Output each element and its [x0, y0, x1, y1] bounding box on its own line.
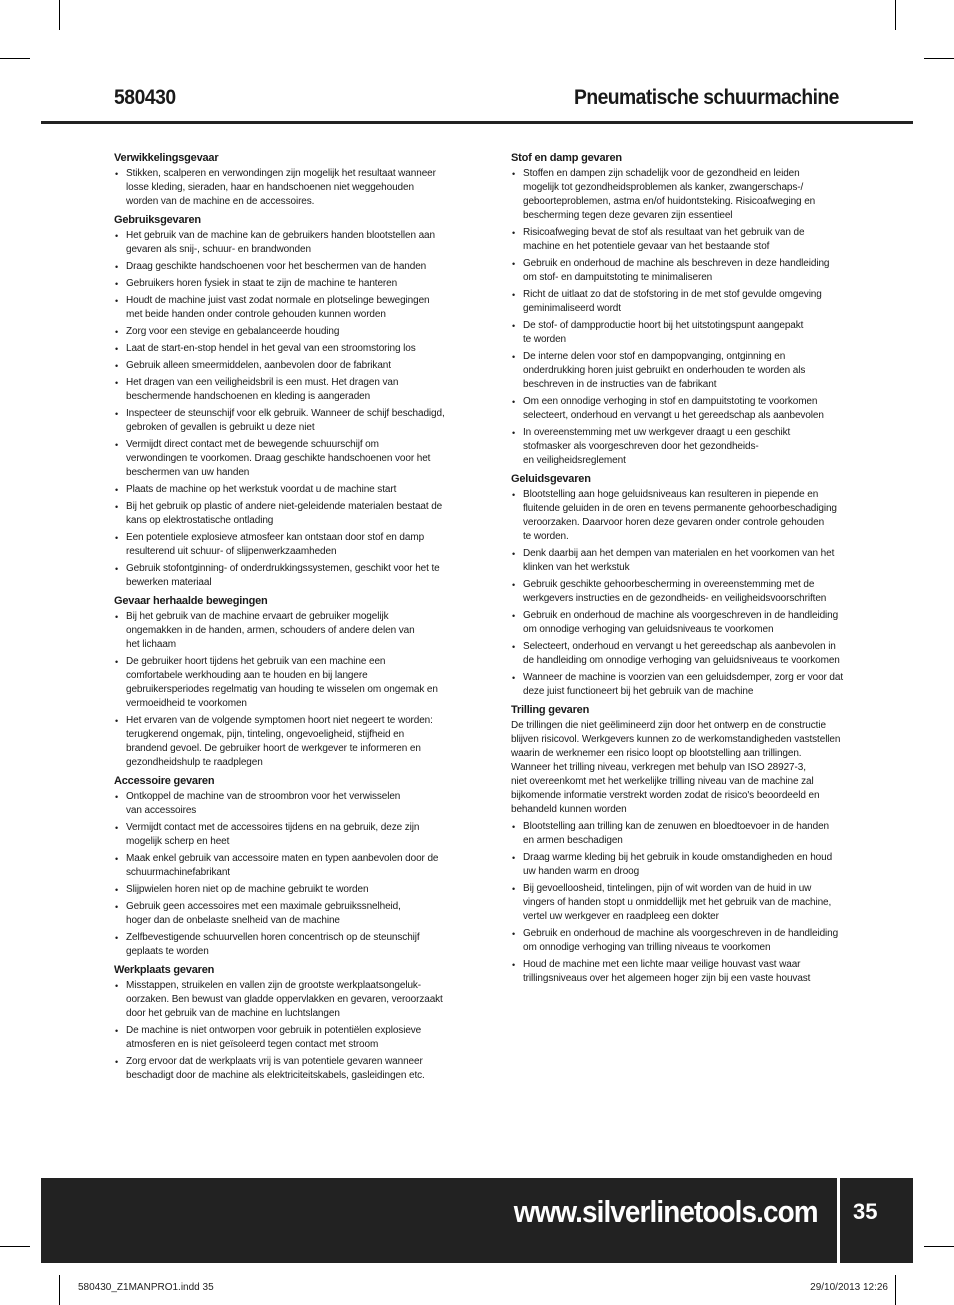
- bullet-icon: •: [115, 657, 119, 667]
- list-item: [114, 931, 447, 959]
- bullet-icon: •: [115, 262, 119, 272]
- list-item: [511, 319, 844, 347]
- list-item-text: Laat de start-en-stop hendel in het geval van een stroomstoring los: [126, 343, 416, 354]
- section-heading: Accessoire gevaren: [114, 775, 215, 787]
- list-item: [114, 979, 447, 1021]
- bullet-icon: •: [512, 960, 516, 970]
- list-item-text: Zorg voor een stevige en gebalanceerde houding: [126, 326, 340, 337]
- bullet-list: [114, 610, 447, 770]
- list-item-text: Selecteert, onderhoud en vervangt u het gereedschap als aanbevolen in de handleiding om onnodige verhoging van geluidsniveaus te voorkomen: [523, 641, 840, 666]
- list-item: [511, 820, 844, 848]
- list-item-text: In overeenstemming met uw werkgever draagt u een geschikt stofmasker als voorgeschreven door het gezondheids- en veiligheidsreglement: [523, 427, 791, 466]
- list-item: [114, 714, 447, 770]
- bullet-icon: •: [512, 611, 516, 621]
- section: [511, 703, 844, 986]
- bullet-icon: •: [115, 378, 119, 388]
- list-item-text: Gebruik geschikte gehoorbescherming in overeenstemming met de werkgevers instructies en de gezondheids- en veiligheidsvoorschriften: [523, 579, 827, 604]
- list-item-text: De machine is niet ontworpen voor gebruik in potentiëlen explosieve atmosferen en is niet geïsoleerd tegen contact met stroom: [126, 1025, 422, 1050]
- list-item-text: Draag warme kleding bij het gebruik in koude omstandigheden en houd uw handen warm en droog: [523, 852, 833, 877]
- section: [511, 472, 844, 699]
- bullet-list: [114, 167, 447, 209]
- section-heading: Trilling gevaren: [511, 704, 590, 716]
- bullet-icon: •: [512, 853, 516, 863]
- bullet-icon: •: [115, 344, 119, 354]
- bullet-icon: •: [512, 884, 516, 894]
- bullet-icon: •: [115, 564, 119, 574]
- crop-mark: [0, 1246, 30, 1247]
- list-item: [114, 1024, 447, 1052]
- list-item: [511, 488, 844, 544]
- list-item: [114, 359, 447, 373]
- list-item: [114, 438, 447, 480]
- list-item-text: Zelfbevestigende schuurvellen horen concentrisch op de steunschijf geplaats te worden: [126, 932, 420, 957]
- list-item-text: Om een onnodige verhoging in stof en dampuitstoting te voorkomen selecteert, onderhoud en vervangt u het gereedschap als aanbevolen: [523, 396, 824, 421]
- list-item: [511, 578, 844, 606]
- crop-mark: [924, 58, 954, 59]
- list-item: [511, 226, 844, 254]
- list-item: [114, 229, 447, 257]
- list-item-text: Het dragen van een veiligheidsbril is een must. Het dragen van beschermende handschoenen en kleding is aangeraden: [126, 377, 399, 402]
- list-item: [114, 610, 447, 652]
- bullet-icon: •: [115, 612, 119, 622]
- bullet-icon: •: [512, 673, 516, 683]
- list-item-text: Bij gevoelloosheid, tintelingen, pijn of wit worden van de huid in uw vingers of handen stopt u onmiddellijk met het gebruik van de machine, vertel uw werkgever en raadpleeg een dokter: [523, 883, 832, 922]
- list-item: [114, 821, 447, 849]
- list-item: [114, 294, 447, 322]
- list-item-text: Misstappen, struikelen en vallen zijn de grootste werkplaatsongeluk- oorzaken. Ben bewust van gladde oppervlakken en gevaren, veroorzaakt door het gebruik van de machine en luchtslangen: [126, 980, 443, 1019]
- bullet-icon: •: [512, 228, 516, 238]
- bullet-icon: •: [115, 361, 119, 371]
- bullet-icon: •: [512, 490, 516, 500]
- list-item-text: Richt de uitlaat zo dat de stofstoring in de met stof gevulde omgeving geminimaliseerd wordt: [523, 289, 822, 314]
- crop-mark: [895, 0, 896, 30]
- list-item: [511, 167, 844, 223]
- bullet-icon: •: [512, 549, 516, 559]
- bullet-icon: •: [512, 580, 516, 590]
- section: [114, 963, 447, 1083]
- list-item-text: Gebruik en onderhoud de machine als beschreven in deze handleiding om stof- en dampuitstoting te minimaliseren: [523, 258, 830, 283]
- bullet-icon: •: [115, 533, 119, 543]
- list-item-text: Draag geschikte handschoenen voor het beschermen van de handen: [126, 261, 427, 272]
- list-item-text: Stoffen en dampen zijn schadelijk voor de gezondheid en leiden mogelijk tot gezondheidsproblemen als kanker, zwangerschaps-/ geboorteproblemen, astma en/of huidontsteking. Risicoafweging en bescherming tegen deze gevaren zijn essentieel: [523, 168, 816, 221]
- crop-mark: [59, 1275, 60, 1305]
- bullet-icon: •: [115, 279, 119, 289]
- header-rule: [41, 121, 913, 124]
- bullet-icon: •: [115, 1026, 119, 1036]
- list-item-text: Denk daarbij aan het dempen van materialen en het voorkomen van het klinken van het werkstuk: [523, 548, 835, 573]
- list-item: [114, 277, 447, 291]
- section: [114, 151, 447, 209]
- bullet-icon: •: [512, 822, 516, 832]
- list-item-text: Een potentiele explosieve atmosfeer kan ontstaan door stof en damp resulterend uit schuur- of slijpenwerkzaamheden: [126, 532, 425, 557]
- bullet-icon: •: [512, 428, 516, 438]
- bullet-icon: •: [115, 981, 119, 991]
- list-item: [511, 288, 844, 316]
- list-item-text: De stof- of dampproductie hoort bij het uitstotingspunt aangepakt te worden: [523, 320, 804, 345]
- list-item-text: Blootstelling aan hoge geluidsniveaus kan resulteren in piepende en fluitende geluiden in de oren en tevens permanente gehoorbeschadiging veroorzaken. Daarvoor horen deze gevaren onder controle gehouden te worden.: [523, 489, 837, 542]
- bullet-icon: •: [115, 885, 119, 895]
- bullet-icon: •: [115, 296, 119, 306]
- bullet-icon: •: [512, 929, 516, 939]
- list-item: [114, 483, 447, 497]
- list-item-text: Gebruik geen accessoires met een maximale gebruikssnelheid, hoger dan de onbelaste snelheid van de machine: [126, 901, 401, 926]
- list-item: [114, 790, 447, 818]
- list-item: [114, 325, 447, 339]
- page-number: 35: [853, 1199, 878, 1224]
- bullet-icon: •: [512, 321, 516, 331]
- bullet-icon: •: [115, 716, 119, 726]
- list-item-text: Wanneer de machine is voorzien van een geluidsdemper, zorg er voor dat deze juist functioneert bij het gebruik van de machine: [523, 672, 844, 697]
- bullet-icon: •: [115, 902, 119, 912]
- page-title: Pneumatische schuurmachine: [574, 86, 839, 109]
- slug-date: 29/10/2013 12:26: [810, 1282, 888, 1293]
- bullet-icon: •: [115, 440, 119, 450]
- list-item-text: Het ervaren van de volgende symptomen hoort niet negeert te worden: terugkerend ongemak, pijn, tinteling, ongevoeligheid, stijfheid en brandend gevoel. De gebruiker hoort de werkgever te informeren en gezondheidshulp te raadplegen: [126, 715, 433, 768]
- section-heading: Gebruiksgevaren: [114, 214, 201, 226]
- bullet-icon: •: [512, 397, 516, 407]
- list-item: [511, 609, 844, 637]
- list-item: [114, 1055, 447, 1083]
- product-code: 580430: [114, 86, 176, 109]
- bullet-icon: •: [512, 290, 516, 300]
- section-heading: Stof en damp gevaren: [511, 152, 622, 164]
- list-item: [114, 900, 447, 928]
- bullet-icon: •: [512, 642, 516, 652]
- list-item: [114, 852, 447, 880]
- list-item-text: Gebruik alleen smeermiddelen, aanbevolen door de fabrikant: [126, 360, 391, 371]
- bullet-icon: •: [115, 231, 119, 241]
- list-item: [511, 851, 844, 879]
- section-heading: Gevaar herhaalde bewegingen: [114, 595, 268, 607]
- section: [114, 774, 447, 959]
- bullet-list: [114, 790, 447, 959]
- section-heading: Werkplaats gevaren: [114, 964, 215, 976]
- list-item-text: Vermijdt contact met de accessoires tijdens en na gebruik, deze zijn mogelijk scherp en heet: [126, 822, 420, 847]
- list-item-text: Gebruik stofontginning- of onderdrukkingssystemen, geschikt voor het te bewerken materiaal: [126, 563, 440, 588]
- list-item-text: Stikken, scalperen en verwondingen zijn mogelijk het resultaat wanneer losse kleding, sieraden, haar en handschoenen niet weggehouden worden van de machine en de accessoires.: [126, 168, 436, 207]
- list-item: [114, 407, 447, 435]
- bullet-icon: •: [512, 352, 516, 362]
- bullet-icon: •: [115, 502, 119, 512]
- list-item: [114, 562, 447, 590]
- bullet-icon: •: [512, 259, 516, 269]
- section-heading: Geluidsgevaren: [511, 473, 591, 485]
- list-item-text: Maak enkel gebruik van accessoire maten en typen aanbevolen door de schuurmachinefabrikant: [126, 853, 439, 878]
- bullet-list: [511, 820, 844, 986]
- bullet-list: [114, 229, 447, 590]
- list-item-text: Bij het gebruik op plastic of andere niet-geleidende materialen bestaat de kans op elektrostatische ontlading: [126, 501, 443, 526]
- left-column: [114, 151, 447, 1087]
- section-heading: Verwikkelingsgevaar: [114, 152, 219, 164]
- crop-mark: [895, 1275, 896, 1305]
- crop-mark: [924, 1246, 954, 1247]
- bullet-icon: •: [115, 169, 119, 179]
- list-item-text: Slijpwielen horen niet op de machine gebruikt te worden: [126, 884, 369, 895]
- list-item: [511, 671, 844, 699]
- list-item-text: Ontkoppel de machine van de stroombron voor het verwisselen van accessoires: [126, 791, 401, 816]
- bullet-icon: •: [115, 854, 119, 864]
- list-item: [511, 350, 844, 392]
- list-item: [511, 640, 844, 668]
- slug-filename: 580430_Z1MANPRO1.indd 35: [78, 1282, 214, 1293]
- footer-divider: [837, 1178, 840, 1263]
- bullet-icon: •: [115, 792, 119, 802]
- list-item: [114, 167, 447, 209]
- crop-mark: [0, 58, 30, 59]
- website-url[interactable]: www.silverlinetools.com: [514, 1194, 818, 1229]
- bullet-icon: •: [115, 327, 119, 337]
- list-item: [511, 257, 844, 285]
- list-item-text: Risicoafweging bevat de stof als resultaat van het gebruik van de machine en het potentiele gevaar van het bestaande stof: [523, 227, 805, 252]
- list-item-text: Plaats de machine op het werkstuk voordat u de machine start: [126, 484, 397, 495]
- list-item-text: Gebruik en onderhoud de machine als voorgeschreven in de handleiding om onnodige verhoging van geluidsniveaus te voorkomen: [523, 610, 839, 635]
- bullet-icon: •: [115, 933, 119, 943]
- list-item-text: Vermijdt direct contact met de bewegende schuurschijf om verwondingen te voorkomen. Draag geschikte handschoenen voor het beschermen van uw handen: [126, 439, 431, 478]
- list-item-text: Bij het gebruik van de machine ervaart de gebruiker mogelijk ongemakken in de handen, armen, schouders of andere delen van het lichaam: [126, 611, 415, 650]
- list-item: [114, 260, 447, 274]
- bullet-icon: •: [115, 1057, 119, 1067]
- bullet-list: [511, 488, 844, 699]
- section: [511, 151, 844, 468]
- list-item: [511, 927, 844, 955]
- list-item: [114, 500, 447, 528]
- bullet-icon: •: [115, 823, 119, 833]
- list-item-text: Blootstelling aan trilling kan de zenuwen en bloedtoevoer in de handen en armen beschadigen: [523, 821, 830, 846]
- list-item-text: Het gebruik van de machine kan de gebruikers handen blootstellen aan gevaren als snij-, schuur- en brandwonden: [126, 230, 435, 255]
- list-item: [114, 531, 447, 559]
- section: [114, 213, 447, 590]
- list-item-text: Zorg ervoor dat de werkplaats vrij is van potentiele gevaren wanneer beschadigt door de machine als elektriciteitskabels, gasleidingen etc.: [126, 1056, 425, 1081]
- right-column: [511, 151, 844, 990]
- list-item: [511, 882, 844, 924]
- list-item-text: Inspecteer de steunschijf voor elk gebruik. Wanneer de schijf beschadigd, gebroken of gevallen is gebruikt u deze niet: [126, 408, 445, 433]
- list-item-text: De gebruiker hoort tijdens het gebruik van een machine een comfortabele werkhouding aan te houden en bij langere gebruikersperiodes regelmatig van houding te wisselen om ongemak en vermoeidheid te voorkomen: [126, 656, 438, 709]
- section-paragraph: De trillingen die niet geëlimineerd zijn door het ontwerp en de constructie blijven risicovol. Werkgevers kunnen zo de werkomstandigheden vaststellen waarin de werknemer een risico loopt op blootstelling aan trillingen. Wanneer het trilling niveau, verkregen met behulp van ISO 28927-3, niet overeenkomt met het werkelijke trilling niveau van de machine zal bijkomende informatie verstrekt worden zodat de risico's beoordeeld en behandeld kunnen worden: [511, 720, 841, 815]
- list-item-text: Gebruikers horen fysiek in staat te zijn de machine te hanteren: [126, 278, 398, 289]
- bullet-icon: •: [512, 169, 516, 179]
- list-item: [511, 426, 844, 468]
- bullet-icon: •: [115, 409, 119, 419]
- bullet-list: [114, 979, 447, 1083]
- list-item-text: Houdt de machine juist vast zodat normale en plotselinge bewegingen met beide handen onder controle gehouden kunnen worden: [126, 295, 430, 320]
- list-item: [114, 655, 447, 711]
- section: [114, 594, 447, 770]
- list-item-text: Houd de machine met een lichte maar veilige houvast vast waar trillingsniveaus over het algemeen hoger zijn bij een vaste houvast: [523, 959, 811, 984]
- list-item: [114, 376, 447, 404]
- bullet-icon: •: [115, 485, 119, 495]
- list-item: [511, 958, 844, 986]
- list-item: [114, 342, 447, 356]
- list-item: [114, 883, 447, 897]
- bullet-list: [511, 167, 844, 468]
- crop-mark: [59, 0, 60, 30]
- list-item-text: De interne delen voor stof en dampopvanging, ontginning en onderdrukking horen juist gebruikt en onderhouden te worden als beschreven in de instructies van de fabrikant: [523, 351, 806, 390]
- list-item: [511, 547, 844, 575]
- list-item: [511, 395, 844, 423]
- list-item-text: Gebruik en onderhoud de machine als voorgeschreven in de handleiding om onnodige verhoging van trilling niveaus te voorkomen: [523, 928, 839, 953]
